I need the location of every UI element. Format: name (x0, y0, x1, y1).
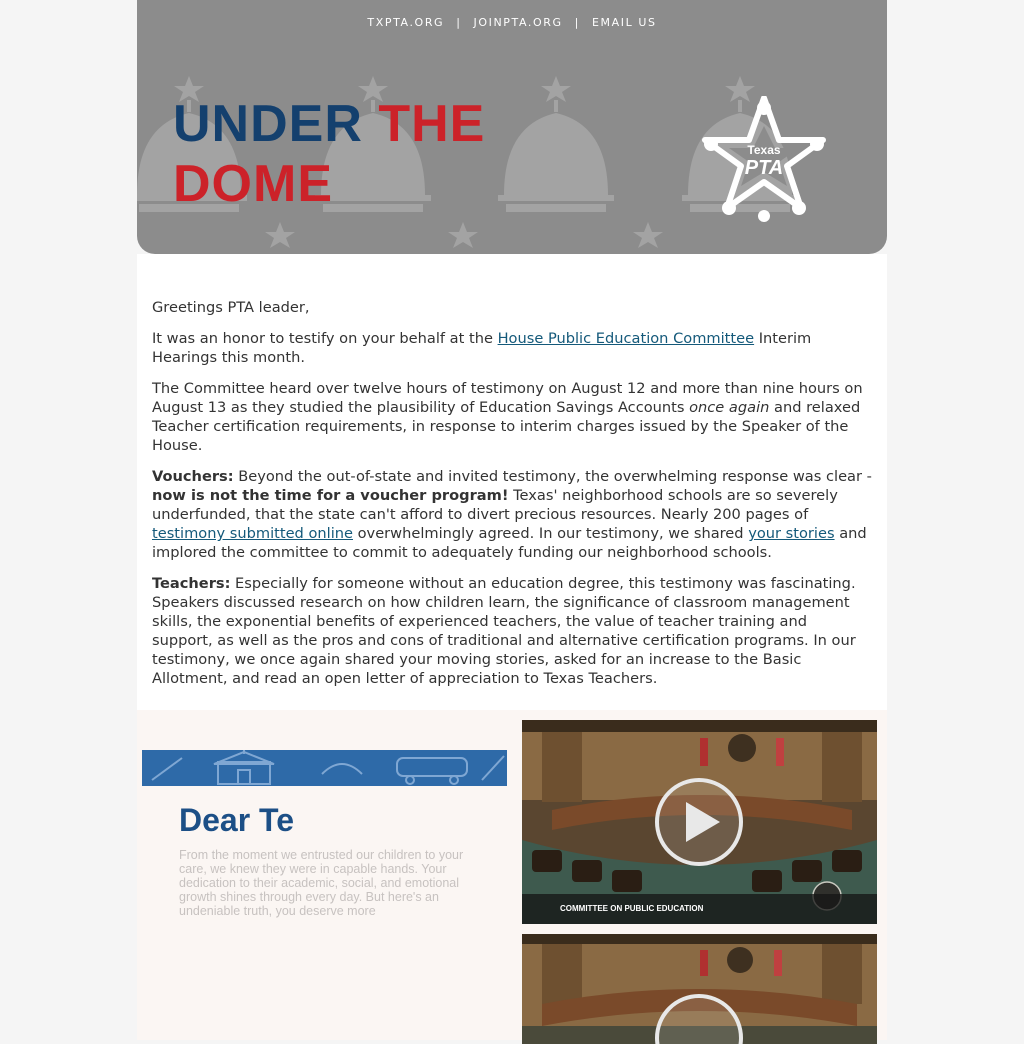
nav-link-email[interactable]: EMAIL US (591, 16, 657, 29)
text: and implored the committee to commit to adequately funding our neighborhood schools. (152, 525, 867, 561)
newsletter-body (137, 254, 887, 710)
dear-teachers-letter-image[interactable] (142, 750, 507, 1040)
label-vouchers: Vouchers: (152, 468, 234, 485)
paragraph-teachers (152, 574, 872, 688)
link-testimony-submitted-online[interactable]: testimony submitted online (152, 525, 353, 542)
title-dome: DOME (173, 155, 333, 213)
school-doodle-band (142, 750, 507, 786)
header-banner (137, 0, 887, 254)
video-caption: COMMITTEE ON PUBLIC EDUCATION (522, 894, 877, 924)
nav-separator: | (456, 16, 462, 29)
committee-room-scene (522, 934, 877, 1044)
letter-body-text: From the moment we entrusted our children to your care, we knew they were in capable hands. Your dedication to their academic, social, and emotional growth shines through every day. But here's an undeniable truth, you deserve more (179, 848, 464, 918)
title-under: UNDER (173, 95, 363, 153)
paragraph-intro (152, 329, 872, 367)
greeting: Greetings PTA leader, (152, 299, 310, 316)
newsletter (137, 0, 887, 1040)
paragraph-vouchers (152, 467, 872, 562)
text: It was an honor to testify on your behalf at the (152, 330, 498, 347)
logo-texas-text: Texas (747, 143, 781, 157)
text: The Committee heard over twelve hours of testimony on August 12 and more than nine hours on August 13 as they studied the plausibility of Education Savings Accounts (152, 380, 863, 416)
link-house-public-education-committee[interactable]: House Public Education Committee (497, 330, 755, 347)
nav-separator: | (574, 16, 580, 29)
nav-link-joinpta[interactable]: JOINPTA.ORG (473, 16, 563, 29)
letter-heading: Dear Te (179, 802, 295, 838)
top-nav (137, 16, 887, 29)
nav-link-txpta[interactable]: TXPTA.ORG (367, 16, 445, 29)
text: overwhelmingly agreed. In our testimony, we shared (352, 525, 749, 542)
text: and relaxed Teacher certification requirements, in response to interim charges issued by the Speaker of the House. (152, 399, 861, 454)
text: Interim Hearings this month. (152, 330, 812, 366)
link-your-stories[interactable]: your stories (748, 525, 835, 542)
school-icon (142, 750, 507, 786)
video-thumbnail-2[interactable] (522, 934, 877, 1044)
text: Beyond the out-of-state and invited testimony, the overwhelming response was clear - (233, 468, 872, 485)
bold-statement: now is not the time for a voucher program! (152, 487, 509, 504)
paragraph-committee (152, 379, 872, 455)
texas-pta-logo[interactable] (699, 96, 829, 226)
text: Texas' neighborhood schools are so severely underfunded, that the state can't afford to divert precious resources. Nearly 200 pages of (152, 487, 838, 523)
title-the: THE (378, 95, 486, 153)
media-section (137, 710, 887, 1040)
video-thumbnail-1[interactable] (522, 720, 877, 924)
page-title (173, 94, 485, 214)
emphasis-once-again: once again (689, 399, 770, 416)
logo-pta-text: PTA (744, 157, 784, 179)
text: Especially for someone without an education degree, this testimony was fascinating. Speakers discussed research on how children learn, the significance of classroom management skills, the exponential benefits of experienced teachers, the value of teacher training and support, as well as the pros and cons of traditional and alternative certification programs. In our testimony, we once again shared your moving stories, asked for an increase to the Basic Allotment, and read an open letter of appreciation to Texas Teachers. (152, 575, 856, 687)
label-teachers: Teachers: (152, 575, 231, 592)
